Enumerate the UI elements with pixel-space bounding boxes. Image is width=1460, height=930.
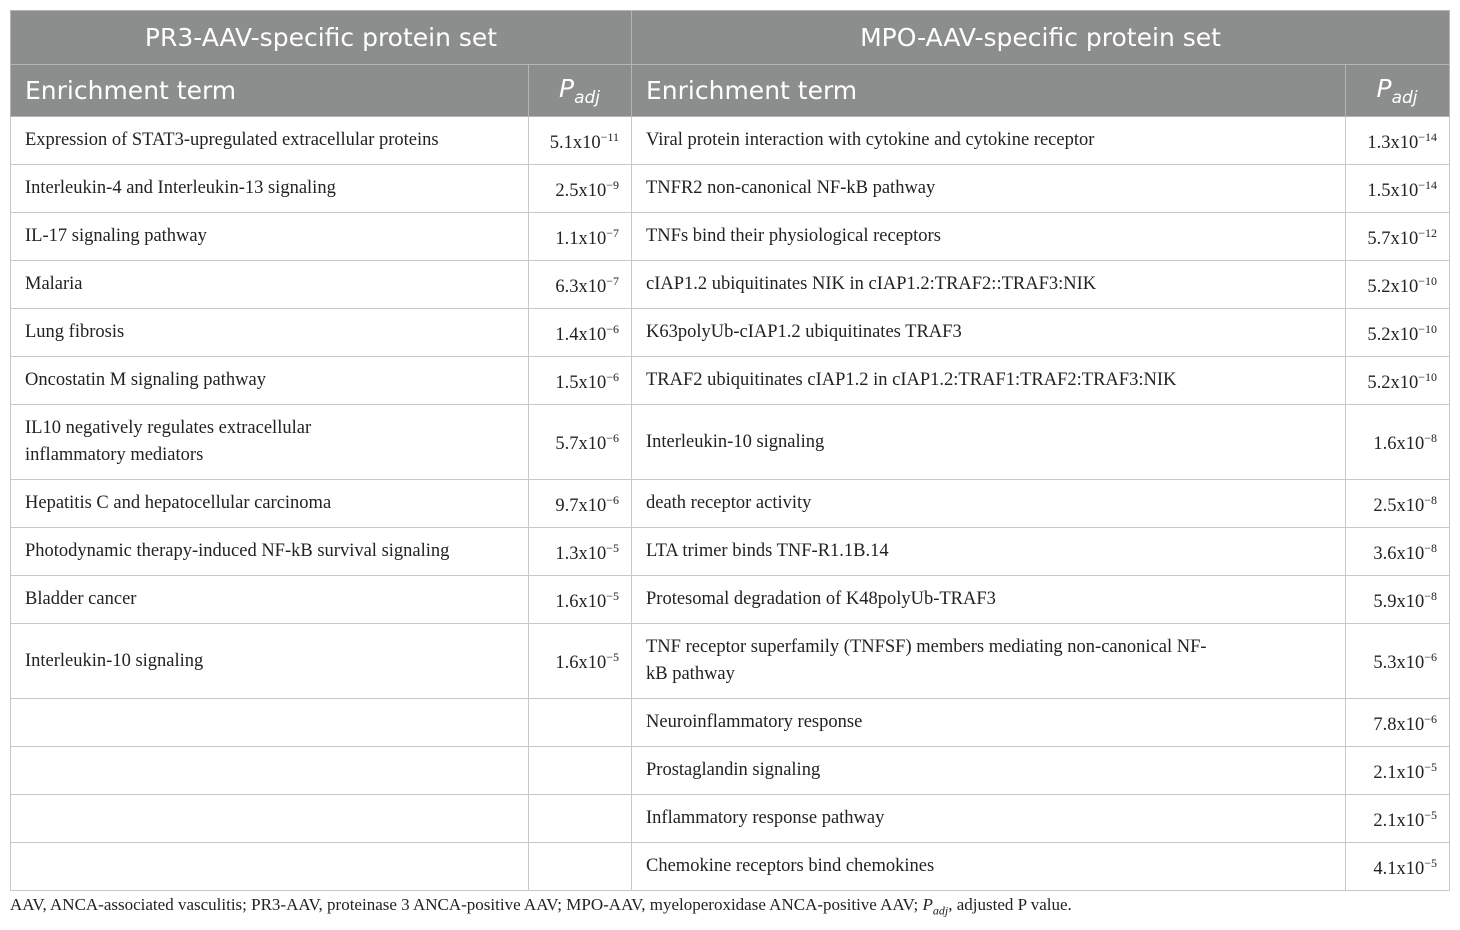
pr3-term-cell bbox=[11, 165, 529, 213]
pr3-padj-cell bbox=[529, 528, 632, 576]
p-label: P bbox=[1376, 73, 1392, 103]
table-row bbox=[11, 480, 1450, 528]
mpo-term-text: death receptor activity bbox=[646, 493, 812, 513]
mpo-padj-cell bbox=[1346, 624, 1450, 699]
mpo-padj-exponent: −10 bbox=[1418, 369, 1438, 384]
pr3-padj-cell bbox=[529, 213, 632, 261]
mpo-padj-cell bbox=[1346, 117, 1450, 165]
pr3-padj-exponent: −5 bbox=[606, 540, 619, 555]
mpo-term-cell bbox=[632, 624, 1346, 699]
mpo-padj-cell bbox=[1346, 699, 1450, 747]
mpo-padj-cell bbox=[1346, 165, 1450, 213]
mpo-term-cell bbox=[632, 213, 1346, 261]
mpo-padj-cell bbox=[1346, 795, 1450, 843]
mpo-term-text: Inflammatory response pathway bbox=[646, 808, 885, 828]
mpo-term-text: Neuroinflammatory response bbox=[646, 712, 863, 732]
pr3-padj-mantissa: 9.7x10 bbox=[555, 496, 607, 517]
pr3-padj-cell bbox=[529, 309, 632, 357]
footnote-text: AAV, ANCA-associated vasculitis; PR3-AAV, proteinase 3 ANCA-positive AAV; MPO-AAV, myeloperoxidase ANCA-positive AAV; bbox=[10, 895, 923, 914]
pr3-term-cell bbox=[11, 480, 529, 528]
table-row bbox=[11, 747, 1450, 795]
pr3-padj-cell bbox=[529, 576, 632, 624]
table-row bbox=[11, 795, 1450, 843]
pr3-term-text: Bladder cancer bbox=[25, 589, 137, 609]
pr3-padj-exponent: −5 bbox=[606, 588, 619, 603]
table-row bbox=[11, 213, 1450, 261]
mpo-padj-cell bbox=[1346, 576, 1450, 624]
mpo-padj-mantissa: 1.6x10 bbox=[1373, 434, 1425, 455]
mpo-term-cell bbox=[632, 357, 1346, 405]
p-sub-label: adj bbox=[574, 87, 600, 108]
mpo-term-text: cIAP1.2 ubiquitinates NIK in cIAP1.2:TRAF2::TRAF3:NIK bbox=[646, 274, 1097, 294]
pr3-term-text: Interleukin-10 signaling bbox=[25, 650, 204, 671]
pr3-padj-mantissa: 1.3x10 bbox=[555, 544, 607, 565]
mpo-padj-exponent: −14 bbox=[1418, 129, 1438, 144]
table-body bbox=[11, 117, 1450, 891]
pr3-padj-exponent: −5 bbox=[606, 650, 619, 665]
pr3-padj-mantissa: 6.3x10 bbox=[555, 277, 607, 298]
pr3-padj-exponent: −7 bbox=[606, 273, 619, 288]
pr3-term-cell bbox=[11, 747, 529, 795]
mpo-term-text: Interleukin-10 signaling bbox=[646, 431, 825, 452]
footnote-p-sub: adj bbox=[932, 903, 949, 918]
table-row bbox=[11, 528, 1450, 576]
footnote-text-end: , adjusted P value. bbox=[948, 895, 1072, 914]
mpo-padj-exponent: −5 bbox=[1424, 807, 1438, 822]
mpo-padj-exponent: −8 bbox=[1424, 540, 1438, 555]
pr3-term-text: Malaria bbox=[25, 274, 83, 294]
pr3-padj-exponent: −6 bbox=[606, 431, 619, 446]
pr3-term-cell bbox=[11, 261, 529, 309]
pr3-padj-cell bbox=[529, 405, 632, 480]
pr3-padj-exponent: −6 bbox=[606, 492, 619, 507]
mpo-term-text: Chemokine receptors bind chemokines bbox=[646, 856, 935, 876]
mpo-term-cell bbox=[632, 405, 1346, 480]
table-row bbox=[11, 117, 1450, 165]
mpo-padj-exponent: −14 bbox=[1418, 177, 1438, 192]
mpo-padj-exponent: −5 bbox=[1424, 759, 1438, 774]
pr3-padj-exponent: −9 bbox=[606, 177, 619, 192]
pr3-padj-mantissa: 2.5x10 bbox=[555, 181, 607, 202]
pr3-padj-mantissa: 5.1x10 bbox=[549, 133, 601, 154]
pr3-term-text: Photodynamic therapy-induced NF-kB survival signaling bbox=[25, 541, 450, 561]
table-container bbox=[10, 10, 1449, 891]
mpo-term-cell bbox=[632, 795, 1346, 843]
table-row bbox=[11, 405, 1450, 480]
pr3-padj-mantissa: 5.7x10 bbox=[555, 434, 607, 455]
mpo-term-cell bbox=[632, 261, 1346, 309]
mpo-term-cell bbox=[632, 117, 1346, 165]
pr3-padj-mantissa: 1.4x10 bbox=[555, 325, 607, 346]
pr3-term-cell bbox=[11, 843, 529, 891]
p-sub-label: adj bbox=[1391, 87, 1418, 108]
p-label: P bbox=[558, 73, 575, 103]
pr3-term-text: IL-17 signaling pathway bbox=[25, 226, 207, 246]
mpo-term-text: TNFR2 non-canonical NF-kB pathway bbox=[646, 178, 936, 198]
mpo-padj-mantissa: 5.2x10 bbox=[1367, 373, 1419, 394]
table-row bbox=[11, 843, 1450, 891]
pr3-padj-cell bbox=[529, 117, 632, 165]
table-row bbox=[11, 699, 1450, 747]
mpo-term-cell bbox=[632, 843, 1346, 891]
mpo-padj-mantissa: 5.7x10 bbox=[1367, 229, 1419, 250]
mpo-term-cell bbox=[632, 309, 1346, 357]
mpo-padj-mantissa: 5.2x10 bbox=[1367, 325, 1419, 346]
pr3-term-text: Expression of STAT3-upregulated extracellular proteins bbox=[25, 130, 439, 150]
mpo-padj-exponent: −6 bbox=[1424, 711, 1438, 726]
group-header-row bbox=[11, 11, 1450, 65]
table-row bbox=[11, 309, 1450, 357]
mpo-group-header: MPO-AAV-specific protein set bbox=[632, 11, 1450, 65]
pr3-padj-cell bbox=[529, 357, 632, 405]
pr3-padj-exponent: −6 bbox=[606, 321, 619, 336]
pr3-padj-cell bbox=[529, 747, 632, 795]
mpo-padj-header bbox=[1346, 65, 1450, 117]
mpo-term-cell bbox=[632, 480, 1346, 528]
mpo-padj-exponent: −12 bbox=[1418, 225, 1438, 240]
mpo-term-text: TRAF2 ubiquitinates cIAP1.2 in cIAP1.2:TRAF1:TRAF2:TRAF3:NIK bbox=[646, 370, 1177, 390]
pr3-padj-mantissa: 1.5x10 bbox=[555, 373, 607, 394]
mpo-term-text-line2: kB pathway bbox=[646, 664, 735, 684]
mpo-padj-mantissa: 5.3x10 bbox=[1373, 653, 1425, 674]
pr3-term-text: IL10 negatively regulates extracellular bbox=[25, 418, 312, 438]
pr3-padj-mantissa: 1.1x10 bbox=[555, 229, 607, 250]
mpo-term-text: Protesomal degradation of K48polyUb-TRAF3 bbox=[646, 589, 996, 609]
pr3-padj-exponent: −6 bbox=[606, 369, 619, 384]
pr3-padj-mantissa: 1.6x10 bbox=[555, 653, 607, 674]
table-footnote bbox=[10, 895, 1072, 918]
mpo-term-text: Viral protein interaction with cytokine and cytokine receptor bbox=[646, 130, 1095, 150]
mpo-term-text: TNF receptor superfamily (TNFSF) members mediating non-canonical NF- bbox=[646, 637, 1207, 657]
mpo-padj-mantissa: 3.6x10 bbox=[1373, 544, 1425, 565]
pr3-group-header: PR3-AAV-specific protein set bbox=[11, 11, 632, 65]
mpo-term-cell bbox=[632, 576, 1346, 624]
mpo-padj-cell bbox=[1346, 309, 1450, 357]
mpo-term-text: K63polyUb-cIAP1.2 ubiquitinates TRAF3 bbox=[646, 322, 962, 342]
pr3-term-cell bbox=[11, 699, 529, 747]
table-row bbox=[11, 624, 1450, 699]
mpo-padj-exponent: −5 bbox=[1424, 855, 1438, 870]
mpo-padj-cell bbox=[1346, 213, 1450, 261]
mpo-padj-mantissa: 1.5x10 bbox=[1367, 181, 1419, 202]
column-header-row bbox=[11, 65, 1450, 117]
mpo-padj-exponent: −8 bbox=[1424, 588, 1438, 603]
mpo-term-cell bbox=[632, 699, 1346, 747]
table-row bbox=[11, 357, 1450, 405]
mpo-term-text: Prostaglandin signaling bbox=[646, 760, 821, 780]
mpo-padj-exponent: −8 bbox=[1424, 492, 1438, 507]
pr3-padj-cell bbox=[529, 165, 632, 213]
pr3-term-text: Interleukin-4 and Interleukin-13 signaling bbox=[25, 178, 336, 198]
pr3-term-cell bbox=[11, 624, 529, 699]
pr3-term-header: Enrichment term bbox=[11, 65, 529, 117]
mpo-padj-cell bbox=[1346, 357, 1450, 405]
mpo-term-cell bbox=[632, 528, 1346, 576]
mpo-padj-cell bbox=[1346, 405, 1450, 480]
pr3-term-cell bbox=[11, 528, 529, 576]
table-row bbox=[11, 261, 1450, 309]
pr3-padj-header bbox=[529, 65, 632, 117]
pr3-term-cell bbox=[11, 213, 529, 261]
mpo-padj-cell bbox=[1346, 747, 1450, 795]
pr3-padj-exponent: −11 bbox=[600, 129, 619, 144]
mpo-padj-exponent: −8 bbox=[1424, 431, 1438, 446]
mpo-padj-mantissa: 5.2x10 bbox=[1367, 277, 1419, 298]
pr3-term-cell bbox=[11, 576, 529, 624]
mpo-padj-mantissa: 5.9x10 bbox=[1373, 592, 1425, 613]
mpo-padj-mantissa: 4.1x10 bbox=[1373, 859, 1425, 880]
pr3-padj-cell bbox=[529, 699, 632, 747]
pr3-padj-cell bbox=[529, 480, 632, 528]
pr3-term-cell bbox=[11, 795, 529, 843]
footnote-p bbox=[922, 895, 949, 918]
mpo-term-header: Enrichment term bbox=[632, 65, 1346, 117]
mpo-padj-cell bbox=[1346, 480, 1450, 528]
mpo-term-cell bbox=[632, 747, 1346, 795]
pr3-term-cell bbox=[11, 405, 529, 480]
table-row bbox=[11, 165, 1450, 213]
pr3-term-text: Oncostatin M signaling pathway bbox=[25, 370, 266, 390]
pr3-term-text: Hepatitis C and hepatocellular carcinoma bbox=[25, 493, 332, 513]
pr3-term-cell bbox=[11, 309, 529, 357]
mpo-padj-mantissa: 7.8x10 bbox=[1373, 715, 1425, 736]
mpo-padj-mantissa: 2.1x10 bbox=[1373, 763, 1425, 784]
mpo-padj-exponent: −6 bbox=[1424, 650, 1438, 665]
mpo-padj-cell bbox=[1346, 261, 1450, 309]
mpo-term-text: LTA trimer binds TNF-R1.1B.14 bbox=[646, 541, 889, 561]
pr3-padj-exponent: −7 bbox=[606, 225, 619, 240]
enrichment-table bbox=[10, 10, 1450, 891]
pr3-term-text-line2: inflammatory mediators bbox=[25, 445, 204, 465]
mpo-padj-mantissa: 2.5x10 bbox=[1373, 496, 1425, 517]
mpo-term-text: TNFs bind their physiological receptors bbox=[646, 226, 941, 246]
table-row bbox=[11, 576, 1450, 624]
pr3-padj-cell bbox=[529, 624, 632, 699]
mpo-padj-exponent: −10 bbox=[1418, 321, 1438, 336]
pr3-term-cell bbox=[11, 357, 529, 405]
mpo-padj-cell bbox=[1346, 843, 1450, 891]
pr3-term-text: Lung fibrosis bbox=[25, 322, 125, 342]
pr3-padj-cell bbox=[529, 795, 632, 843]
mpo-padj-mantissa: 1.3x10 bbox=[1367, 133, 1419, 154]
pr3-padj-cell bbox=[529, 843, 632, 891]
mpo-padj-mantissa: 2.1x10 bbox=[1373, 811, 1425, 832]
pr3-term-cell bbox=[11, 117, 529, 165]
mpo-term-cell bbox=[632, 165, 1346, 213]
mpo-padj-cell bbox=[1346, 528, 1450, 576]
mpo-padj-exponent: −10 bbox=[1418, 273, 1438, 288]
pr3-padj-mantissa: 1.6x10 bbox=[555, 592, 607, 613]
footnote-p-main: P bbox=[922, 895, 933, 914]
pr3-padj-cell bbox=[529, 261, 632, 309]
